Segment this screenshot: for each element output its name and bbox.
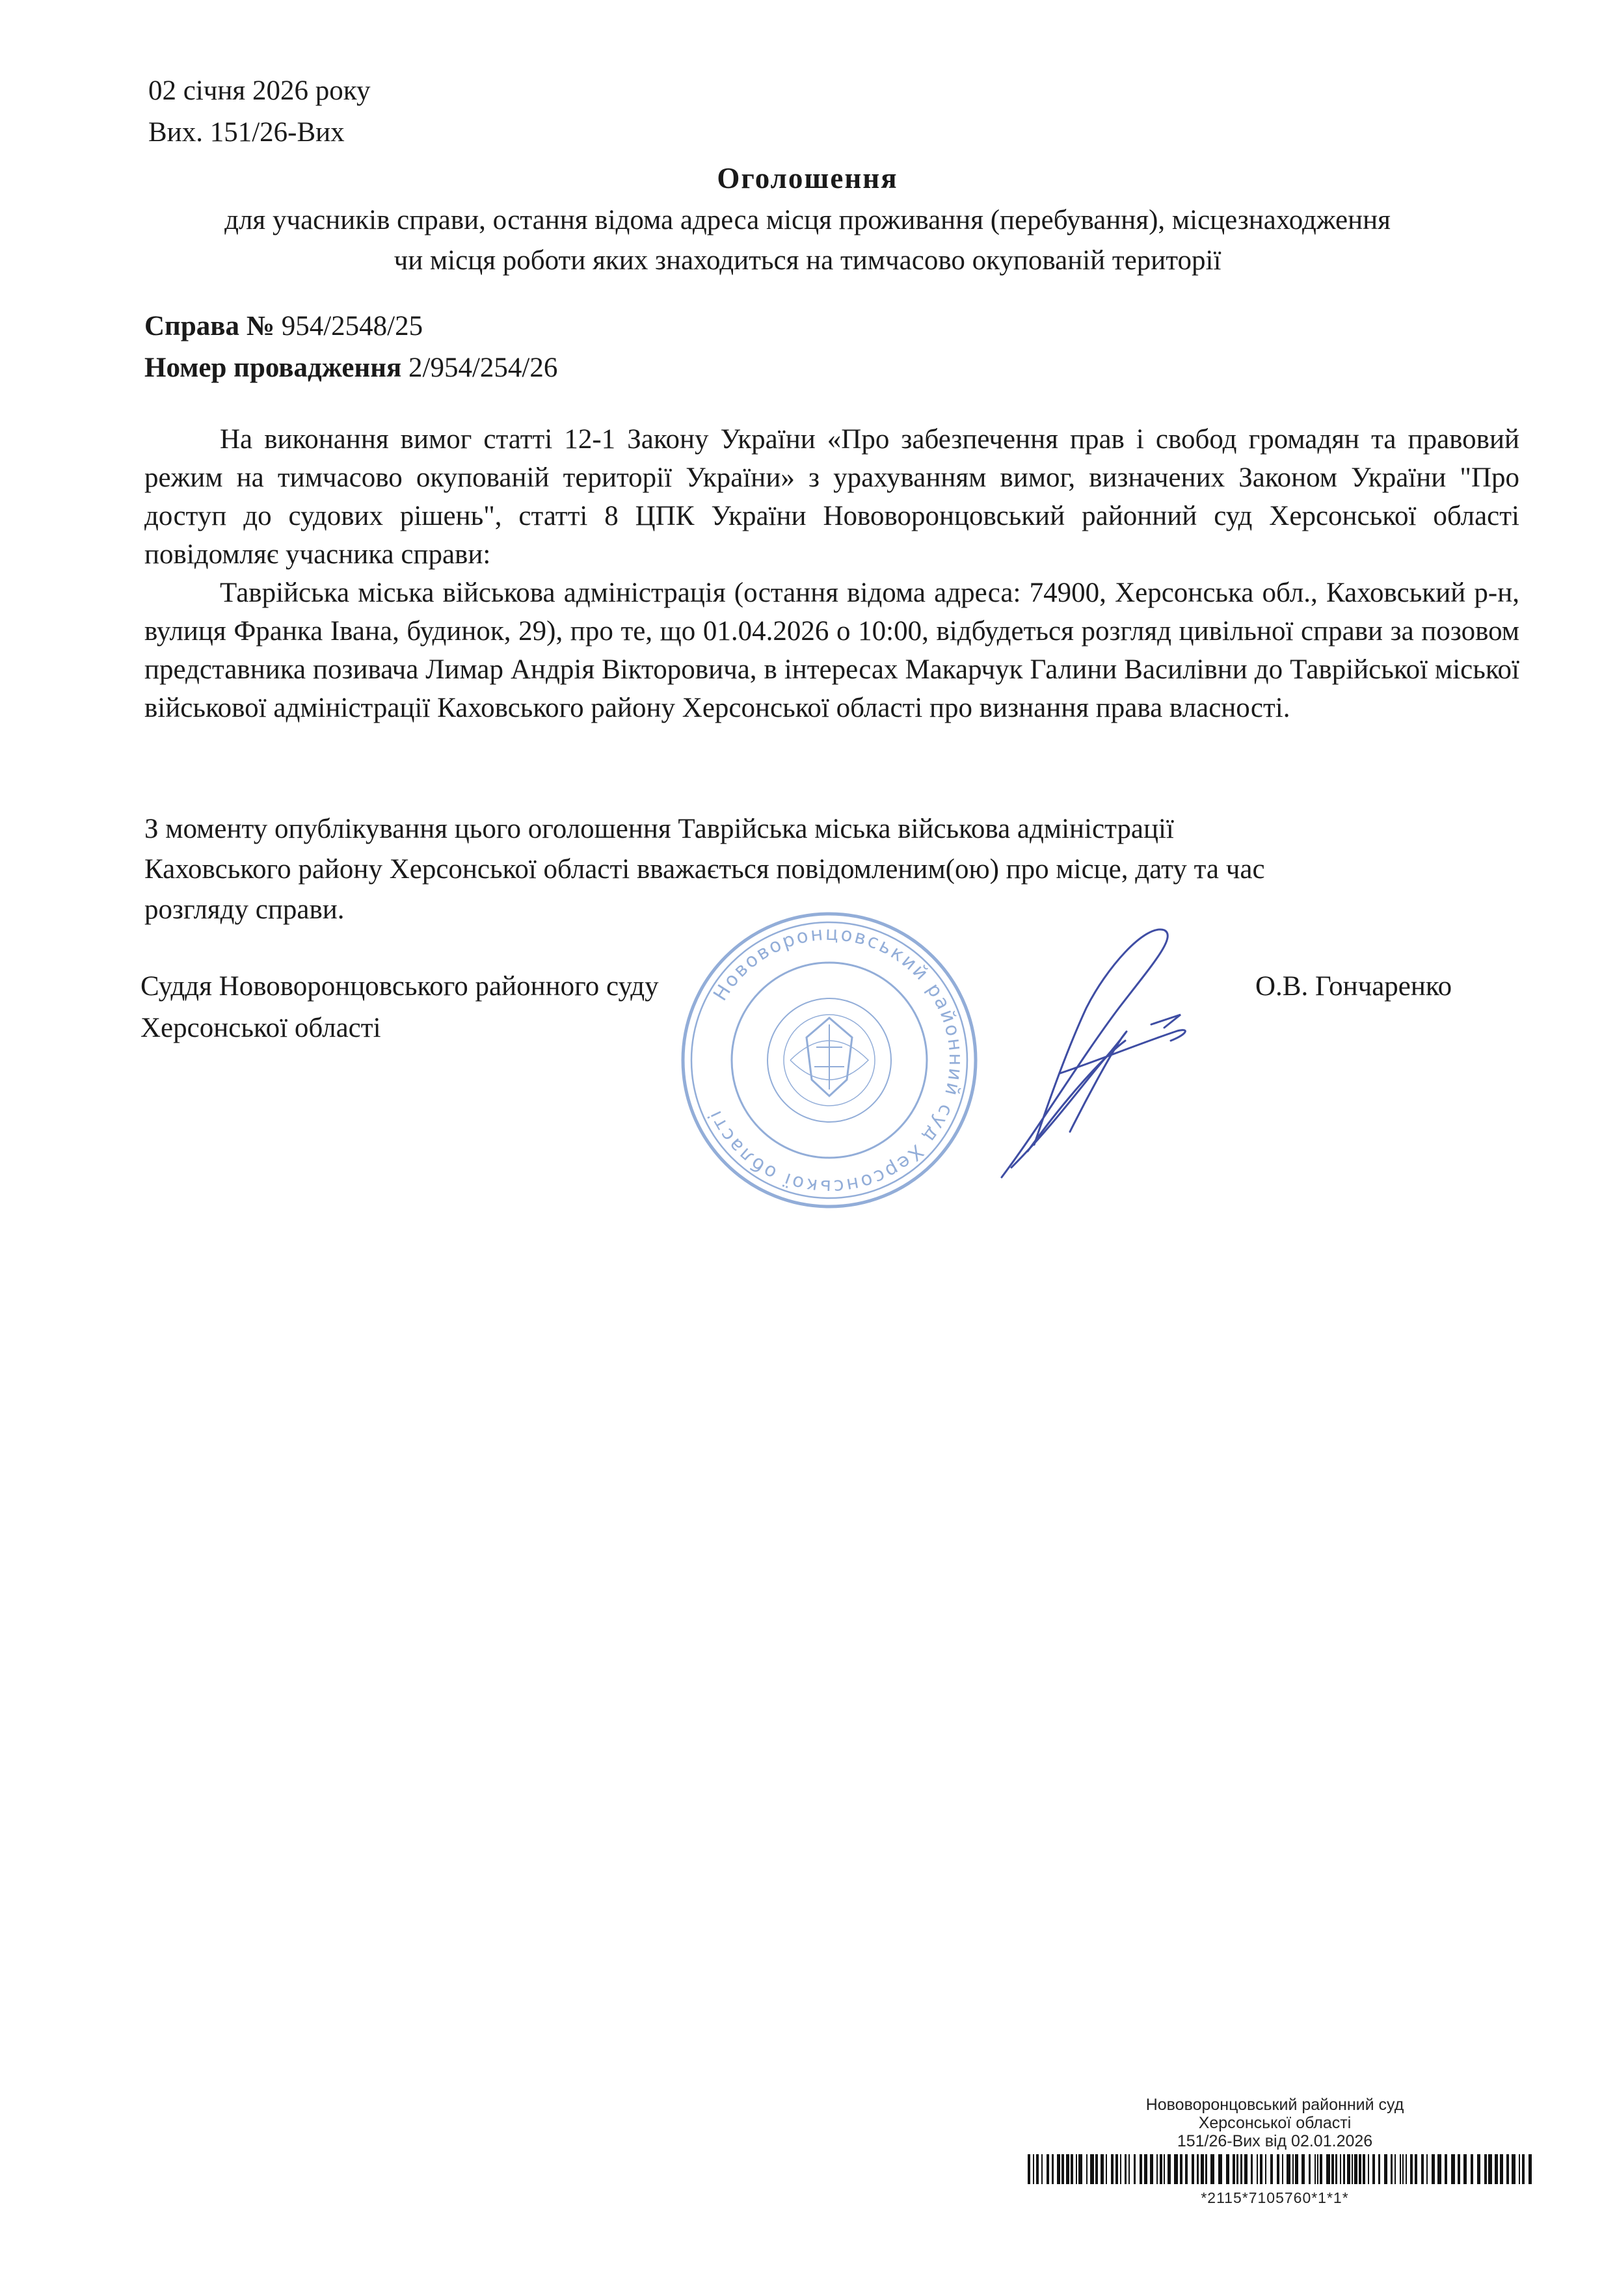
notice-line-1: З моменту опублікування цього оголошення Таврійська міська військова адміністрації <box>144 814 1174 844</box>
case-number-row <box>144 306 557 347</box>
case-number-label: Справа № <box>144 311 274 341</box>
document-meta <box>148 70 370 154</box>
barcode-bar <box>1257 2154 1258 2184</box>
barcode-bar <box>1028 2154 1030 2184</box>
barcode-bar <box>1437 2154 1441 2184</box>
barcode-bar <box>1410 2154 1413 2184</box>
barcode-bar <box>1477 2154 1480 2184</box>
barcode-bar <box>1233 2154 1235 2184</box>
barcode-bar <box>1426 2154 1428 2184</box>
document-date: 02 січня 2026 року <box>148 75 371 106</box>
barcode-bar <box>1078 2154 1082 2184</box>
barcode-bar <box>1174 2154 1178 2184</box>
barcode <box>1028 2154 1535 2184</box>
barcode-bar <box>1359 2154 1361 2184</box>
barcode-bar <box>1140 2154 1142 2184</box>
barcode-bar <box>1192 2154 1194 2184</box>
case-info <box>144 306 557 389</box>
barcode-bar <box>1251 2154 1253 2184</box>
barcode-bar <box>1240 2154 1242 2184</box>
barcode-bar <box>1036 2154 1039 2184</box>
barcode-bar <box>1144 2154 1147 2184</box>
barcode-bar <box>1185 2154 1188 2184</box>
barcode-bar <box>1076 2154 1077 2184</box>
barcode-bar <box>1368 2154 1369 2184</box>
barcode-bar <box>1402 2154 1404 2184</box>
registration-footer <box>1008 2096 1542 2150</box>
barcode-bar <box>1384 2154 1387 2184</box>
barcode-bar <box>1458 2154 1460 2184</box>
barcode-bar <box>1287 2154 1290 2184</box>
barcode-bar <box>1218 2154 1222 2184</box>
barcode-bar <box>1066 2154 1069 2184</box>
judge-name: О.В. Гончаренко <box>1255 971 1452 1002</box>
barcode-bar <box>1451 2154 1455 2184</box>
document-body <box>144 420 1519 727</box>
barcode-bar <box>1292 2154 1294 2184</box>
barcode-bar <box>1115 2154 1118 2184</box>
barcode-bar <box>1495 2154 1498 2184</box>
barcode-bar <box>1522 2154 1525 2184</box>
barcode-bar <box>1244 2154 1248 2184</box>
barcode-text: *2115*7105760*1*1* <box>1201 2189 1349 2206</box>
barcode-bar <box>1180 2154 1182 2184</box>
notice-line-3: розгляду справи. <box>144 894 345 925</box>
barcode-bar <box>1210 2154 1214 2184</box>
notice-line-2: Каховського району Херсонської області вважається повідомленим(ою) про місце, дату та час <box>144 854 1265 885</box>
court-seal-stamp <box>676 907 982 1213</box>
barcode-bar <box>1156 2154 1158 2184</box>
barcode-bar <box>1301 2154 1305 2184</box>
barcode-bar <box>1270 2154 1273 2184</box>
barcode-bar <box>1471 2154 1473 2184</box>
barcode-bar <box>1120 2154 1121 2184</box>
barcode-bar <box>1391 2154 1393 2184</box>
barcode-bar <box>1164 2154 1165 2184</box>
barcode-bar <box>1295 2154 1298 2184</box>
barcode-bar <box>1086 2154 1088 2184</box>
barcode-bar <box>1125 2154 1127 2184</box>
barcode-bar <box>1265 2154 1266 2184</box>
barcode-bar <box>1500 2154 1503 2184</box>
barcode-bar <box>1432 2154 1435 2184</box>
subtitle-line-2: чи місця роботи яких знаходиться на тимчасово окупованій території <box>394 245 1221 276</box>
barcode-bar <box>1134 2154 1136 2184</box>
barcode-bar <box>1090 2154 1094 2184</box>
barcode-bar <box>1421 2154 1424 2184</box>
barcode-bar <box>1347 2154 1350 2184</box>
barcode-bar <box>1315 2154 1316 2184</box>
barcode-bar <box>1236 2154 1238 2184</box>
barcode-bar <box>1260 2154 1262 2184</box>
barcode-bar <box>1335 2154 1337 2184</box>
barcode-bar <box>1095 2154 1098 2184</box>
barcode-bar <box>1519 2154 1520 2184</box>
barcode-bar <box>1484 2154 1487 2184</box>
document-subtitle <box>130 200 1485 281</box>
subtitle-line-1: для учасників справи, остання відома адреса місця проживання (перебування), місцезнаходження <box>224 205 1391 235</box>
proceeding-number-row <box>144 347 557 389</box>
barcode-bar <box>1506 2154 1509 2184</box>
barcode-bar <box>1282 2154 1283 2184</box>
barcode-bar <box>1160 2154 1162 2184</box>
barcode-bar <box>1061 2154 1064 2184</box>
barcode-bar <box>1197 2154 1199 2184</box>
judge-position <box>140 966 659 1049</box>
barcode-bar <box>1201 2154 1204 2184</box>
proceeding-number-label: Номер провадження <box>144 353 402 383</box>
barcode-bar <box>1331 2154 1334 2184</box>
seal-lettering: Нововоронцовський районний суд Херсонської області <box>702 922 968 1199</box>
footer-registration: 151/26-Вих від 02.01.2026 <box>1177 2132 1373 2150</box>
barcode-bar <box>1057 2154 1060 2184</box>
barcode-bar <box>1277 2154 1279 2184</box>
barcode-bar <box>1400 2154 1401 2184</box>
document-title: Оголошення <box>717 162 898 194</box>
outgoing-number: Вих. 151/26-Вих <box>148 117 345 148</box>
body-paragraph-1: На виконання вимог статті 12-1 Закону України «Про забезпечення прав і свобод громадян та правовий режим на тимчасово окупованій території України» з урахуванням вимог, визначених Законом України "Про доступ до судових рішень", статті 8 ЦПК України Нововоронцовський районний суд Херсонської області повідомляє учасника справи: <box>144 424 1519 570</box>
barcode-bar <box>1343 2154 1345 2184</box>
barcode-bar <box>1372 2154 1375 2184</box>
barcode-bar <box>1111 2154 1114 2184</box>
barcode-bar <box>1106 2154 1107 2184</box>
barcode-bar <box>1052 2154 1054 2184</box>
barcode-bar <box>1320 2154 1322 2184</box>
barcode-bar <box>1354 2154 1357 2184</box>
barcode-bar <box>1317 2154 1318 2184</box>
barcode-bar <box>1512 2154 1515 2184</box>
barcode-bar <box>1378 2154 1380 2184</box>
footer-court: Нововоронцовський районний суд <box>1145 2096 1404 2114</box>
barcode-bar <box>1071 2154 1073 2184</box>
barcode-bar <box>1363 2154 1365 2184</box>
barcode-bar <box>1528 2154 1532 2184</box>
proceeding-number: 2/954/254/26 <box>408 353 558 383</box>
barcode-bar <box>1326 2154 1330 2184</box>
barcode-bar <box>1041 2154 1043 2184</box>
judge-position-line-2: Херсонської області <box>140 1013 381 1043</box>
footer-region: Херсонської області <box>1198 2114 1352 2132</box>
barcode-bar <box>1445 2154 1447 2184</box>
barcode-bar <box>1352 2154 1353 2184</box>
barcode-bar <box>1415 2154 1417 2184</box>
judge-position-line-1: Суддя Нововоронцовського районного суду <box>140 971 659 1002</box>
body-paragraph-2: Таврійська міська військова адміністрація (остання відома адреса: 74900, Херсонська обл., Каховський р-н, вулиця Франка Івана, будинок, 29), про те, що 01.04.2026 о 10:00, відбудеться розгляд цивільної справи за позовом представника позивача Лимар Андрія Вікторовича, в інтересах Макарчук Галини Василівни до Таврійської міської військової адміністрації Каховського району Херсонської області про визнання права власності. <box>144 578 1519 723</box>
barcode-bar <box>1101 2154 1104 2184</box>
barcode-bar <box>1205 2154 1207 2184</box>
barcode-bar <box>1406 2154 1407 2184</box>
judge-signature <box>963 911 1210 1184</box>
barcode-bar <box>1463 2154 1467 2184</box>
barcode-bar <box>1395 2154 1396 2184</box>
barcode-bar <box>1340 2154 1341 2184</box>
barcode-bar <box>1168 2154 1171 2184</box>
barcode-bar <box>1488 2154 1492 2184</box>
case-number: 954/2548/25 <box>281 311 423 341</box>
barcode-bar <box>1047 2154 1049 2184</box>
barcode-bar <box>1309 2154 1311 2184</box>
barcode-bar <box>1033 2154 1034 2184</box>
barcode-bar <box>1150 2154 1153 2184</box>
barcode-bar <box>1226 2154 1229 2184</box>
barcode-bar <box>1128 2154 1130 2184</box>
